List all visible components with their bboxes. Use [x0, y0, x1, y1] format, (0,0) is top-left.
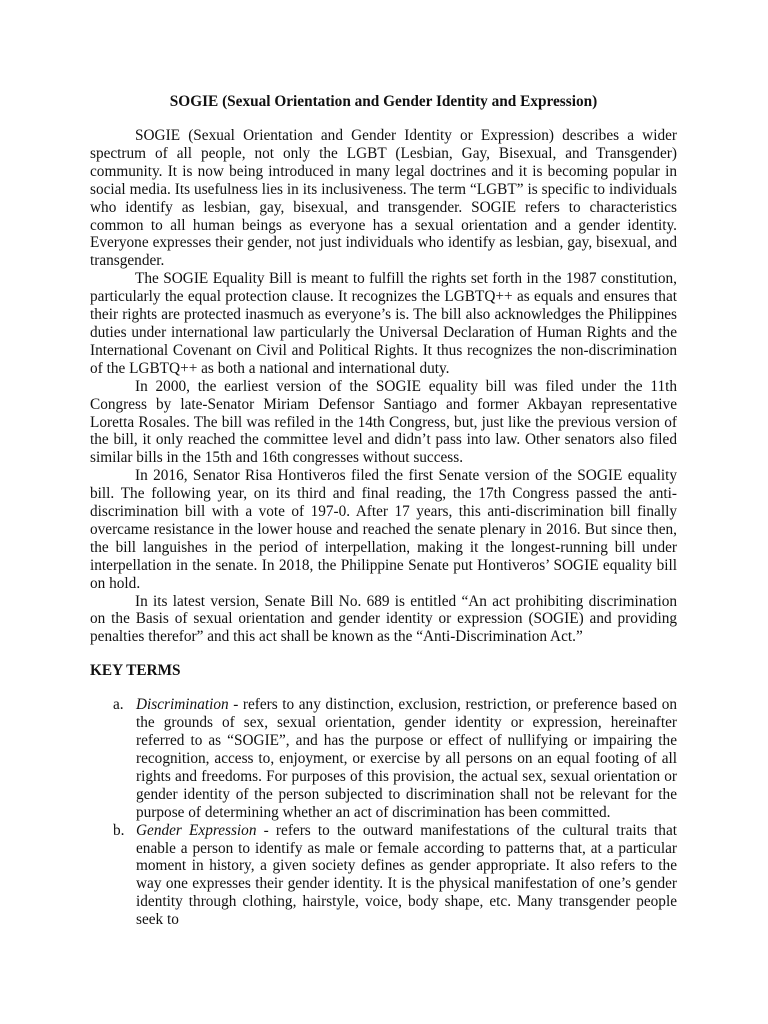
- key-term-name: Gender Expression: [136, 821, 257, 839]
- paragraph-equality-bill: The SOGIE Equality Bill is meant to fulfill the rights set forth in the 1987 constitution, particularly the equal protection clause. It recognizes the LGBTQ++ as equals and ensures that their rights are protected inasmuch as everyone’s is. The bill also acknowledges the Philippines duties under international law particularly the Universal Declaration of Human Rights and the International Covenant on Civil and Political Rights. It thus recognizes the non-discrimination of the LGBTQ++ as both a national and international duty.: [90, 270, 677, 377]
- key-term-definition: - refers to any distinction, exclusion, restriction, or preference based on the grounds of sex, sexual orientation, gender identity or expression, hereinafter referred to as “SOGIE”, and has the purpose or effect of nullifying or impairing the recognition, access to, enjoyment, or exercise by all persons on an equal footing of all rights and freedoms. For purposes of this provision, the actual sex, sexual orientation or gender identity of the person subjected to discrimination shall not be relevant for the purpose of determining whether an act of discrimination has been committed.: [136, 696, 677, 821]
- paragraph-sogie-definition: SOGIE (Sexual Orientation and Gender Identity or Expression) describes a wider spectrum of all people, not only the LGBT (Lesbian, Gay, Bisexual, and Transgender) community. It is now being introduced in many legal doctrines and it is becoming popular in social media. Its usefulness lies in its inclusiveness. The term “LGBT” is specific to individuals who identify as lesbian, gay, bisexual, and transgender. SOGIE refers to characteristics common to all human beings as everyone has a sexual orientation and a gender identity. Everyone expresses their gender, not just individuals who identify as lesbian, gay, bisexual, and transgender.: [90, 127, 677, 270]
- list-marker: a.: [113, 696, 124, 714]
- document-content: [90, 93, 677, 929]
- paragraph-latest-version: In its latest version, Senate Bill No. 689 is entitled “An act prohibiting discrimination on the Basis of sexual orientation and gender identity or expression (SOGIE) and providing penalties therefor” and this act shall be known as the “Anti-Discrimination Act.”: [90, 592, 677, 646]
- document-title: SOGIE (Sexual Orientation and Gender Identity and Expression): [169, 93, 598, 110]
- key-terms-list: [90, 696, 677, 929]
- key-term-name: Discrimination: [136, 696, 229, 714]
- key-terms-heading: KEY TERMS: [90, 662, 181, 680]
- key-term-item: [90, 696, 677, 821]
- key-term-item: [90, 822, 677, 929]
- key-term-definition: - refers to the outward manifestations of the cultural traits that enable a person to identify as male or female according to patterns that, at a particular moment in history, a given society defines as gender appropriate. It also refers to the way one expresses their gender identity. It is the physical manifestation of one’s gender identity through clothing, hairstyle, voice, body shape, etc. Many transgender people seek to: [136, 821, 677, 929]
- document-body: [90, 127, 677, 646]
- paragraph-2000-history: In 2000, the earliest version of the SOGIE equality bill was filed under the 11th Congress by late-Senator Miriam Defensor Santiago and former Akbayan representative Loretta Rosales. The bill was refiled in the 14th Congress, but, just like the previous version of the bill, it only reached the committee level and didn’t pass into law. Other senators also filed similar bills in the 15th and 16th congresses without success.: [90, 377, 677, 467]
- paragraph-2016-history: In 2016, Senator Risa Hontiveros filed the first Senate version of the SOGIE equality bill. The following year, on its third and final reading, the 17th Congress passed the anti-discrimination bill with a vote of 197-0. After 17 years, this anti-discrimination bill finally overcame resistance in the lower house and reached the senate plenary in 2016. But since then, the bill languishes in the period of interpellation, making it the longest-running bill under interpellation in the senate. In 2018, the Philippine Senate put Hontiveros’ SOGIE equality bill on hold.: [90, 467, 677, 592]
- list-marker: b.: [113, 821, 125, 839]
